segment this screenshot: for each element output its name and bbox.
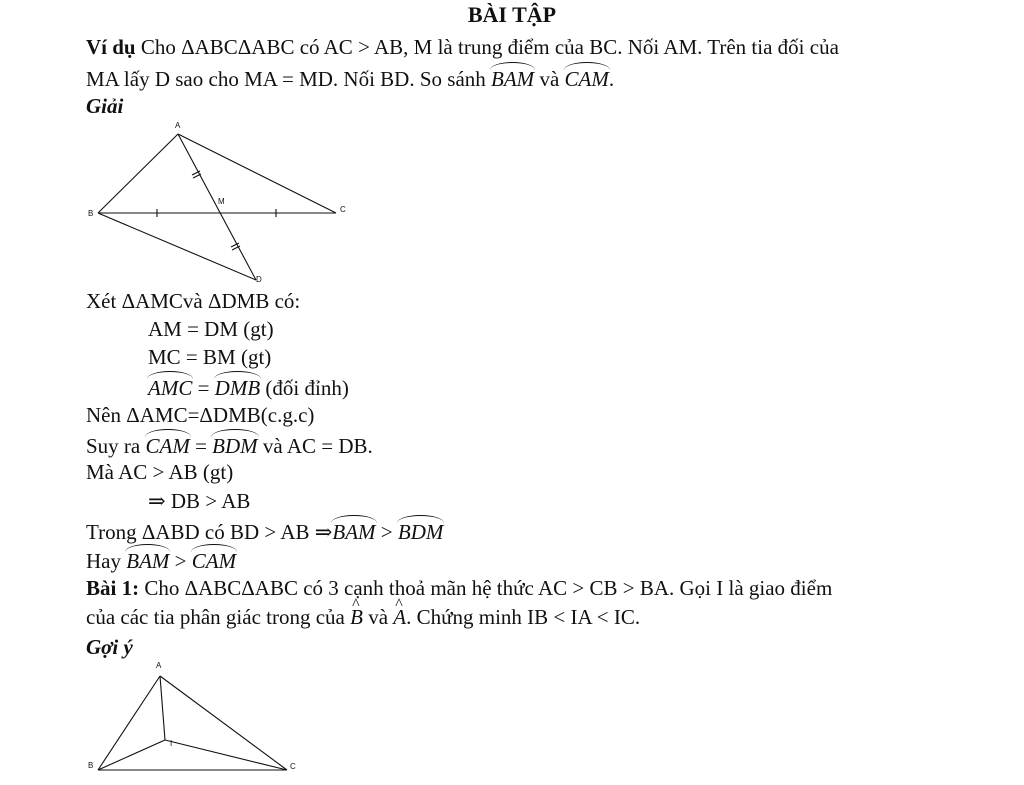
angle-a-hat: ^ A (393, 604, 406, 630)
angle-bdm-2: BDM (398, 517, 444, 545)
exercise-1-text-2: của các tia phân giác trong của (86, 605, 345, 629)
label-i: I (170, 739, 173, 748)
gt-sign-2: > (174, 549, 187, 573)
proof-consider: Xét ΔAMCvà ΔDMB có: (86, 289, 301, 313)
conclusion-text: và AC = DB. (262, 434, 373, 458)
example-text-1: Cho ΔABCΔABC có AC > AB, M là trung điểm của BC. Nối AM. Trên tia đối của (140, 35, 839, 59)
exercise-1-label: Bài 1: (86, 576, 140, 600)
angle-bdm: BDM (212, 431, 258, 459)
angle-bam: BAM (491, 64, 534, 92)
hint-label: Gợi ý (86, 635, 133, 659)
proof-step-6: Mà AC > AB (gt) (86, 460, 234, 484)
angle-cam-3: CAM (192, 546, 236, 574)
hay-word: Hay (86, 549, 121, 573)
proof-step-2: MC = BM (gt) (148, 345, 272, 369)
label-c: C (340, 205, 346, 214)
vertical-note: (đối đỉnh) (265, 376, 349, 400)
label-c-2: C (290, 762, 296, 771)
angle-cam: CAM (565, 64, 609, 92)
proof-step-7: ⇒ DB > AB (148, 489, 251, 513)
eq-sign: = (197, 376, 210, 400)
angle-bam-2: BAM (332, 517, 375, 545)
and-word: và (539, 67, 560, 91)
proof-step-4: Nên ΔAMC=ΔDMB(c.g.c) (86, 403, 315, 427)
example-label: Ví dụ (86, 35, 136, 59)
label-b-2: B (88, 761, 94, 770)
and-word-2: và (368, 605, 389, 629)
period: . (608, 67, 615, 91)
label-b: B (88, 209, 94, 218)
label-a-2: A (156, 661, 162, 670)
segment-ci (165, 740, 287, 770)
label-a: A (175, 121, 181, 130)
proof-step-1: AM = DM (gt) (148, 317, 274, 341)
example-text-2: MA lấy D sao cho MA = MD. Nối BD. So sánh (86, 67, 486, 91)
page-title: BÀI TẬP (467, 2, 557, 27)
solution-label: Giải (86, 94, 124, 118)
exercise-1-text-3: . Chứng minh IB < IA < IC. (406, 605, 641, 629)
segment-ac-2 (160, 676, 287, 770)
exercise-1-text-1: Cho ΔABCΔABC có 3 cạnh thoả mãn hệ thức AC > CB > BA. Gọi I là giao điểm (144, 576, 833, 600)
eq-sign-2: = (195, 434, 207, 458)
label-m: M (218, 197, 225, 206)
angle-cam-2: CAM (146, 431, 190, 459)
angle-bam-3: BAM (126, 546, 169, 574)
label-d: D (256, 275, 262, 284)
gt-sign: > (380, 520, 393, 544)
suy-ra: Suy ra (86, 434, 141, 458)
segment-ai (160, 676, 165, 740)
angle-b-hat: ^ B (350, 604, 363, 630)
angle-dmb: DMB (215, 373, 261, 401)
angle-amc: AMC (148, 373, 192, 401)
triangle-abd-text: Trong ΔABD có BD > AB ⇒ (86, 520, 333, 544)
